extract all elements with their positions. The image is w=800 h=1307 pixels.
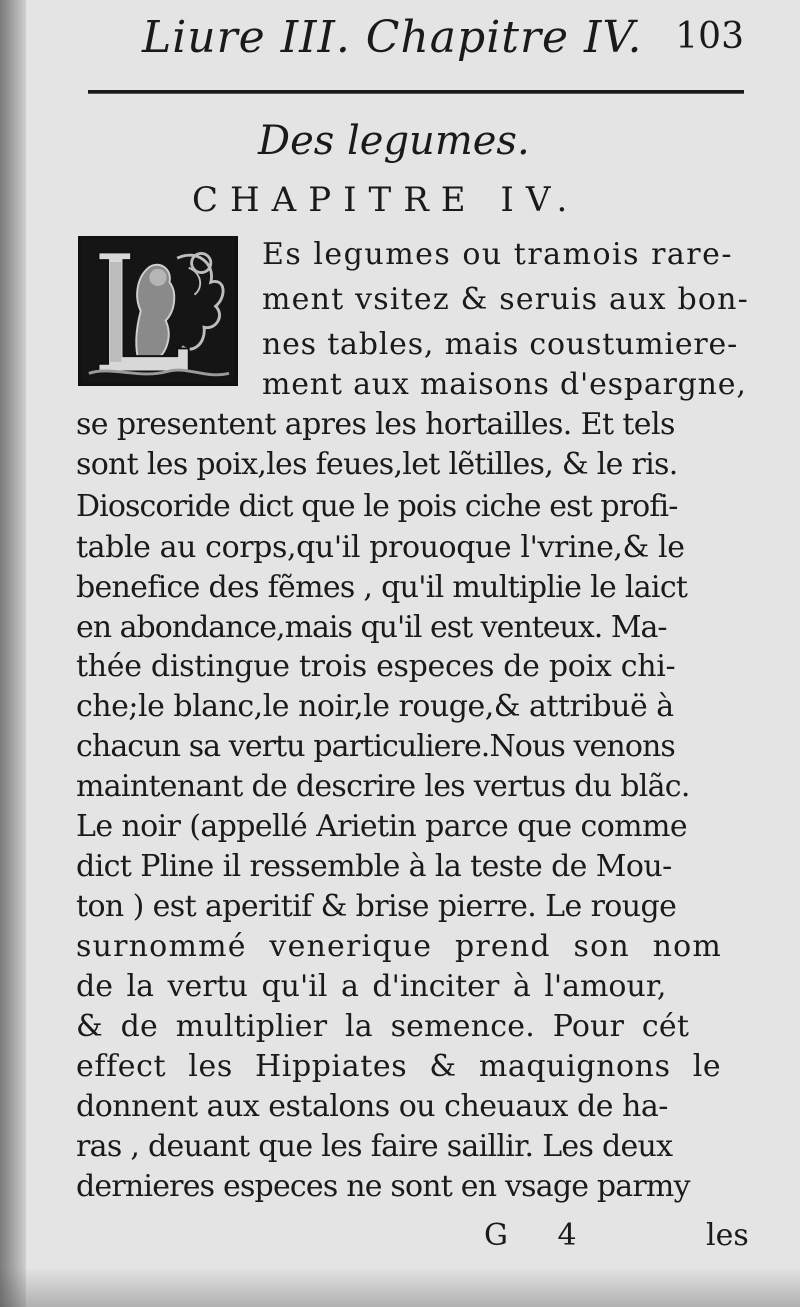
page-bottom-shadow: [0, 1267, 800, 1307]
text-line: maintenant de descrire les vertus du blãc.: [76, 769, 690, 804]
text-line: ment aux maisons d'espargne,: [262, 367, 747, 402]
text-line: ras , deuant que les faire saillir. Les deux: [76, 1129, 673, 1164]
page-header: [90, 12, 750, 72]
header-rule: [88, 90, 744, 94]
text-line: Es legumes ou tramois rare-: [262, 237, 734, 272]
text-line: sont les poix,les feues,let lẽtilles, & le ris.: [76, 447, 678, 482]
text-line: & de multiplier la semence. Pour cét: [76, 1009, 690, 1044]
text-line: ment vsitez & seruis aux bon-: [262, 282, 749, 317]
text-line: dict Pline il ressemble à la teste de Mou-: [76, 849, 672, 884]
text-line: benefice des fẽmes , qu'il multiplie le laict: [76, 570, 688, 605]
section-title: Des legumes.: [258, 118, 530, 164]
text-line: Le noir (appellé Arietin parce que comme: [76, 809, 688, 844]
text-line: effect les Hippiates & maquignons le: [76, 1049, 722, 1084]
text-line: se presentent apres les hortailles. Et tels: [76, 407, 675, 442]
text-line: dernieres especes ne sont en vsage parmy: [76, 1169, 690, 1204]
page-number: 103: [675, 16, 744, 57]
page-gutter-shadow: [0, 0, 26, 1307]
text-line: donnent aux estalons ou cheuaux de ha-: [76, 1089, 668, 1124]
running-head: Liure III. Chapitre IV.: [142, 12, 643, 63]
text-line: surnommé venerique prend son nom: [76, 929, 723, 964]
text-line: che;le blanc,le noir,le rouge,& attribuë à: [76, 689, 674, 724]
ornamental-initial-L-icon: [78, 236, 238, 386]
text-line: en abondance,mais qu'il est venteux. Ma-: [76, 610, 667, 645]
text-line: thée distingue trois especes de poix chi-: [76, 649, 676, 684]
text-line: ton ) est aperitif & brise pierre. Le rouge: [76, 889, 677, 924]
signature-mark: G 4: [484, 1218, 597, 1253]
text-line: nes tables, mais coustumiere-: [262, 327, 739, 362]
text-line: Dioscoride dict que le pois ciche est profi-: [76, 489, 678, 524]
text-line: de la vertu qu'il a d'inciter à l'amour,: [76, 969, 667, 1004]
text-line: chacun sa vertu particuliere.Nous venons: [76, 729, 675, 764]
chapter-heading: CHAPITRE IV.: [192, 180, 580, 220]
text-line: table au corps,qu'il prouoque l'vrine,& le: [76, 530, 685, 565]
catchword: les: [706, 1218, 749, 1253]
drop-cap-woodcut: [81, 239, 235, 383]
